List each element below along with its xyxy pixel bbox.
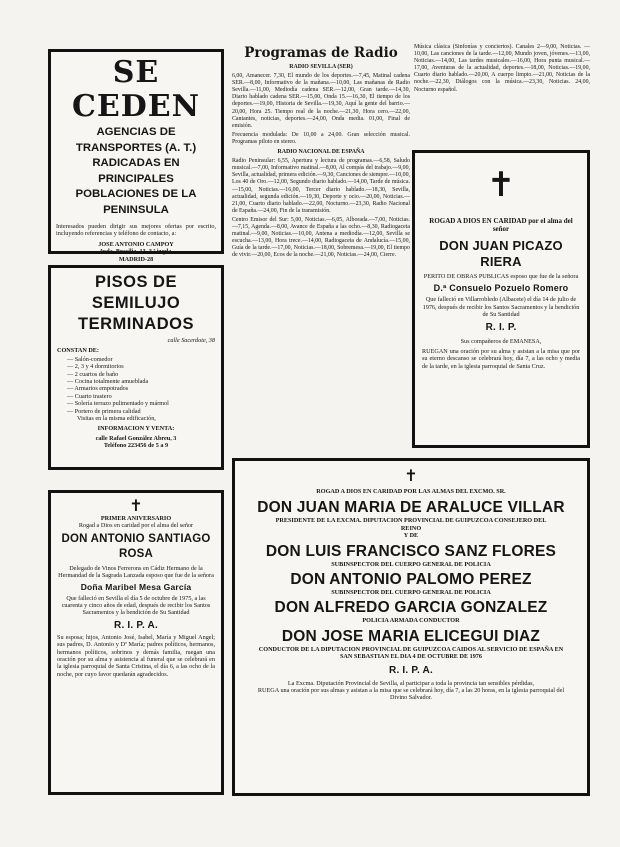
feature-item: — Portero de primera calidad <box>67 407 141 415</box>
ad-se-ceden <box>48 49 224 263</box>
obit-left-widow: Doña Maribel Mesa García <box>80 581 192 592</box>
radio-sevilla-head: RADIO SEVILLA (SER) <box>289 64 353 70</box>
cross-icon: ✝ <box>129 496 143 515</box>
obit-picazo-desc: PERITO DE OBRAS PUBLICAS esposo que fue de la señora <box>423 272 579 280</box>
ad-se-ceden-contact-address: Avda. Brasilia, 13, 3.ª izqda. <box>99 248 173 256</box>
obit-big-request: ROGAD A DIOS EN CARIDAD POR LAS ALMAS DEL EXCMO. SR. <box>316 488 506 495</box>
obit-left-name: DON ANTONIO SANTIAGO ROSA <box>61 532 211 560</box>
obit-big-title2: SUBINSPECTOR DEL CUERPO GENERAL DE POLICIA <box>331 560 491 568</box>
ad-se-ceden-contact-name: JOSE ANTONIO CAMPOY <box>98 240 174 248</box>
obit-big-name5: DON JOSE MARIA ELICEGUI DIAZ <box>281 627 541 645</box>
ad-se-ceden-contact-city: MADRID-28 <box>118 255 154 263</box>
obit-big-text1: La Excma. Diputación Provincial de Sevilla, al participar a toda la provincia tan sensibles pérdidas, <box>287 679 535 687</box>
feature-item: — Armarios empotrados <box>67 385 129 393</box>
feature-item: — Cuarto trastero <box>67 392 112 400</box>
obit-left-family: Su esposa; hijos, Antonio José, Isabel, María y Miguel Angel; sus padres, D. Antonio y Dª María; padres políticos, hermanos, hermanos políticos, sobrinos y demás familia, ruegan una oración por su alma y asistencia al funeral que se celebrará en la iglesia parroquial de Santa Cristina, el día 6, a las ocho de la noche, por cuyo favor quedarán agradecidos. <box>57 633 215 678</box>
obit-araluce <box>232 458 590 796</box>
cross-icon: ✝ <box>404 466 418 485</box>
feature-item: — 2, 3 y 4 dormitorios <box>67 363 124 371</box>
radio-rne-text: Radio Peninsular: 6,55, Apertura y lectura de programas.—6,58, Saludo musical.—7,00, Informativo matinal.—8,00, Al compás del trabajo.—9,00, Sevilla, actualidad, primera edición.—9,30, Canciones de siempre.—10,00, Los 40 de Oro.—12,00, Segundo diario hablado.—14,00, Tarde de música.—15,00, Noticias.—16,00, Tercer diario hablado.—18,30, Sevilla, actualidad, segunda edición.—19,30, Deporte y ocio.—20,00, Noticias.—21,00, Cuarto diario hablado.—22,00, Nocturno.—23,30, Radio Nacional de España.—24,00, Fin de la transmisión. <box>232 158 410 214</box>
ad-se-ceden-note: Interesados pueden dirigir sus mejores ofertas por escrito, incluyendo referencias y teléfono de contacto, a: <box>56 223 216 238</box>
radio-right-text: Música clásica (Sinfonías y conciertos). Canales 2—9,00, Noticias. —10,00, Las canciones de la tarde.—12,00, Mundo joven, jóvenes.—13,00, Noticias.—14,00, Las tardes musicales.—16,00, Hora punta musical.—17,00, Aventuras de la actualidad, deportes.—18,00, Noticias.—19,00, Cuarto diario hablado.—20,00, A cuerpo limpio.—21,00, Noticias de la noche.—22,30, Diálogos con la música.—23,30, Noticias. 24,00, Nocturno español. <box>414 44 590 93</box>
ad-pisos-info-phone: Teléfono 223456 de 5 a 9 <box>103 442 169 450</box>
obit-left-rip: R. I. P. A. <box>114 619 158 631</box>
ad-pisos-info-title: INFORMACION Y VENTA: <box>97 425 175 433</box>
obit-picazo-rip: R. I. P. <box>485 322 517 334</box>
obit-big-joiner: Y DE <box>403 532 419 540</box>
obit-left-desc: Delegado de Vinos Ferrerons en Cádiz Hermano de la Hermandad de la Sagrada Lanzada esposo que fue de la señora <box>58 564 214 580</box>
ad-pisos-headline: PISOS DE SEMILUJO TERMINADOS <box>78 273 194 333</box>
ad-pisos-intro: CONSTAN DE: <box>57 347 99 355</box>
obit-santiago-rosa <box>48 490 224 795</box>
obit-big-title5: CONDUCTOR DE LA DIPUTACION PROVINCIAL DE GUIPUZCOA CAIDOS AL SERVICIO DE ESPAÑA EN SAN SEBASTIAN EL DIA 4 DE OCTUBRE DE 1976 <box>258 645 564 661</box>
obit-picazo-ruegan: RUEGAN una oración por su alma y asistan a la misa que por su eterno descanso se celebrará hoy, día 7, a las ocho y media de la tarde, en la iglesia parroquial de Santa Cruz. <box>422 347 580 370</box>
obit-big-text2: RUEGA una oración por sus almas y asistan a la misa que se celebrará hoy, día 7, a las 20 horas, en la iglesia parroquial del Divino Salvador. <box>257 687 565 702</box>
ad-pisos-street: calle Sacerdote, 38 <box>167 337 215 344</box>
radio-title: Programas de Radio <box>244 45 398 61</box>
ad-se-ceden-headline: SE CEDEN <box>71 55 201 124</box>
radio-rne-head: RADIO NACIONAL DE ESPAÑA <box>277 149 365 156</box>
radio-column-right <box>414 44 590 134</box>
obit-picazo-name: DON JUAN PICAZO RIERA <box>439 237 563 269</box>
obit-picazo <box>412 150 590 448</box>
obit-picazo-widow: D.ª Consuelo Pozuelo Romero <box>433 283 569 294</box>
feature-item: — Solería terrazo pulimentado y mármol <box>67 400 169 408</box>
obit-big-title1: PRESIDENTE DE LA EXCMA. DIPUTACION PROVINCIAL DE GUIPUZCOA CONSEJERO DEL REINO <box>275 517 547 532</box>
feature-item: — Cocina totalmente amueblada <box>67 378 149 386</box>
obit-big-title3: SUBINSPECTOR DEL CUERPO GENERAL DE POLICIA <box>331 589 491 597</box>
feature-item: — Salón-comedor <box>67 355 113 363</box>
ad-pisos-info-address: calle Rafael González Abreu, 3 <box>95 434 177 442</box>
obit-big-name1: DON JUAN MARIA DE ARALUCE VILLAR <box>257 499 565 517</box>
obit-picazo-died: Que falleció en Villarrobledo (Albacete) el día 14 de julio de 1976, después de recibir los Santos Sacramentos y la bendición de Su Santidad <box>422 296 580 319</box>
feature-item: Visitas en la misma edificación, <box>77 415 156 423</box>
ad-pisos-features <box>57 356 215 423</box>
radio-sevilla-text: 6,00, Amanecer. 7,30, El mundo de los deportes.—7,45, Matinal cadena SER.—8,00, Informativo de la mañana.—10,00, Las mañanas de Radio Sevilla.—11,00, Mediodía cadena SER.—12,00, Gran tarde.—14,30, Diario hablado cadena SER.—15,00, Onda 15.—16,30, El tiempo de los deportes.—19,00, Historia de Sevilla.—19,30, Aquí la gente del barrio.—20,00, Hora 25. Tiempo real de la noche.—21,30, Hora cero.—22,00, Cantantes, noticias, deportes.—24,00, Onda media. 01,00, Final de emisión. <box>232 73 410 129</box>
radio-sevilla-fm: Frecuencia modulada: De 10,00 a 24,00. Gran selección musical. Programas piloto en stereo. <box>232 131 410 145</box>
obit-picazo-companions: Sus compañeros de EMANESA, <box>460 338 542 346</box>
obit-left-request: Rogad a Dios en caridad por el alma del señor <box>78 522 194 530</box>
radio-centro-text: Centro Emisor del Sur: 5,00, Noticias.—6,05, Alborada.—7,00, Noticias.—7,15, Agenda.—8,00, Avance de España a las ocho.—8,30, Radiogaceta matinal.—9,00, Noticias.—10,00, Antena a mediodía.—12,00, Sevilla se escucha.—13,00, Hora trece.—14,00, Radiogaceta de Andalucía.—15,00, Guía de la tarde.—17,00, Noticias.—18,00, Sobremesa.—19,00, El tiempo de vivir.—20,00, Ecos de la noche.—21,00, Noticias.—24,00, Cierre. <box>232 216 410 259</box>
feature-item: — 2 cuartos de baño <box>67 370 119 378</box>
obit-big-name2: DON LUIS FRANCISCO SANZ FLORES <box>265 542 557 560</box>
ad-se-ceden-body: AGENCIAS DE TRANSPORTES (A. T.) RADICADAS EN PRINCIPALES POBLACIONES DE LA PENINSULA <box>75 126 197 216</box>
obit-left-died: Que falleció en Sevilla el día 5 de octubre de 1975, a las cuarenta y cinco años de edad, después de recibir los Santos Sacramentos y la bendición de Su Santidad <box>61 594 211 617</box>
ad-pisos <box>48 265 224 470</box>
obit-left-title: PRIMER ANIVERSARIO <box>100 515 172 522</box>
obit-big-title4: POLICIA ARMADA CONDUCTOR <box>362 617 460 625</box>
cross-icon: ✝ <box>486 165 516 205</box>
obit-picazo-request: ROGAD A DIOS EN CARIDAD por el alma del señor <box>429 217 573 234</box>
obit-big-rip: R. I. P. A. <box>389 664 433 676</box>
radio-column-left <box>232 64 410 450</box>
obit-big-name4: DON ALFREDO GARCIA GONZALEZ <box>274 599 548 617</box>
obit-big-name3: DON ANTONIO PALOMO PEREZ <box>290 571 532 589</box>
